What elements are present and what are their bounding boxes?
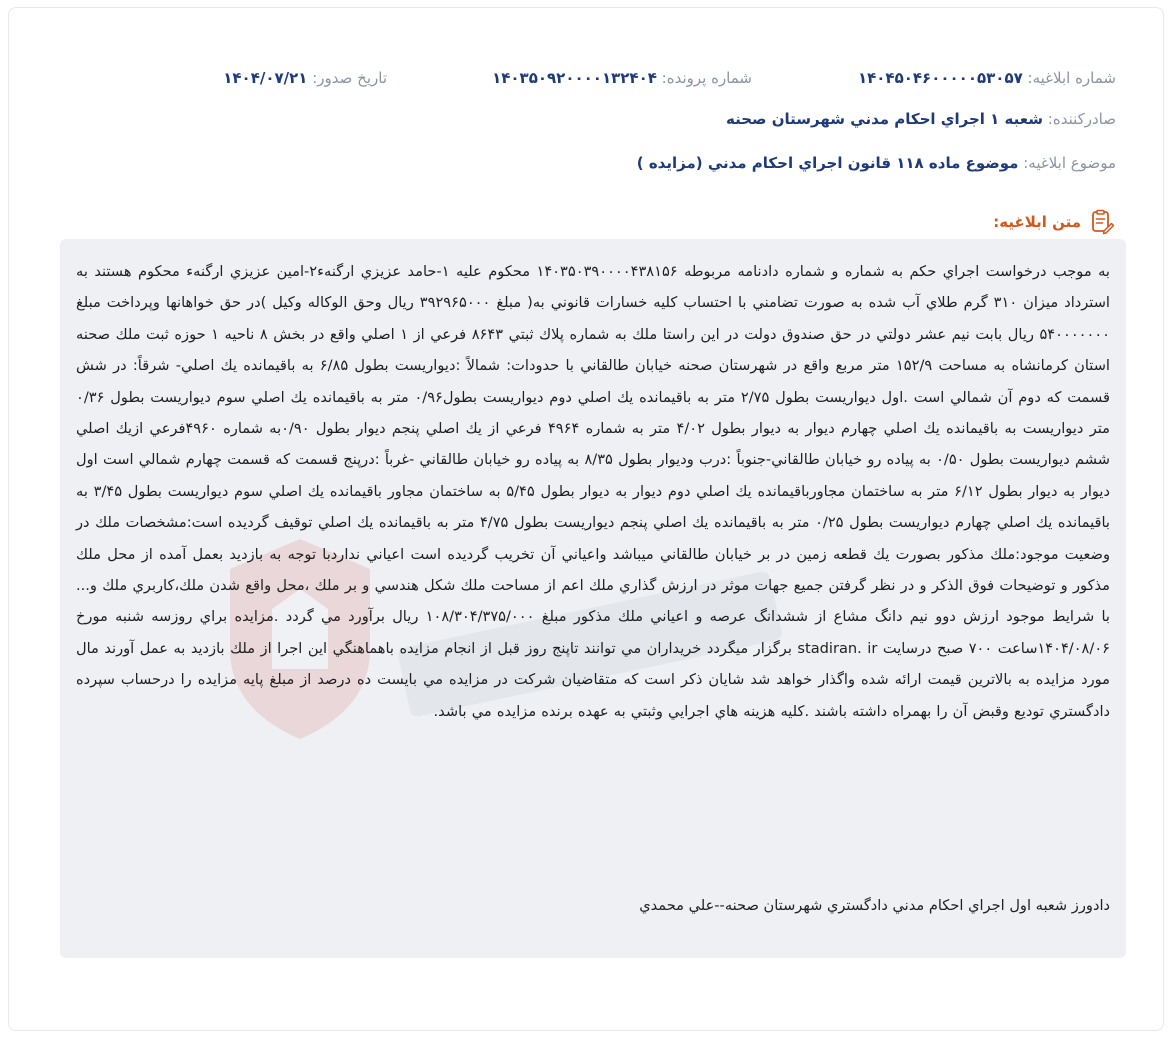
issue-date-value: ۱۴۰۴/۰۷/۲۱ — [223, 69, 308, 87]
subject-value: موضوع ماده ۱۱۸ قانون اجراي احکام مدني (مزايده ) — [636, 154, 1019, 172]
case-number-value: ۱۴۰۳۵۰۹۲۰۰۰۰۱۳۲۴۰۴ — [492, 69, 657, 87]
notice-text-box — [60, 239, 1126, 958]
signature-line: دادورز شعبه اول اجراي احكام مدني دادگستري شهرستان صحنه--علي محمدي — [639, 897, 1110, 914]
notice-text-title: متن ابلاغيه: — [993, 213, 1081, 231]
case-number-field — [492, 65, 752, 91]
issue-date-label: تاريخ صدور: — [312, 69, 387, 87]
issuer-label: صادرکننده: — [1047, 110, 1116, 128]
notice-body-text: به موجب درخواست اجراي حکم به شماره و شماره دادنامه مربوطه ۱۴۰۳۵۰۳۹۰۰۰۰۴۳۸۱۵۶ محکوم عليه ۱-حامد عزيزي ارگنهء۲-امين عزيزي ارگنهء محکوم هستند به استرداد ميزان ۳۱۰ گرم طلاي آب شده به صورت تضامني با احتساب کليه خسارات قانوني به( مبلغ ۳۹۲۹۶۵۰۰۰ ريال وحق الوکاله وکيل )در حق خواهانها وپرداخت مبلغ ۵۴۰۰۰۰۰۰۰ ريال بابت نيم عشر دولتي در حق صندوق دولت در اين راستا ملك به شماره پلاك ثبتي ۸۶۴۳ فرعي از ۱ اصلي واقع در بخش ۸ ناحيه ۱ حوزه ثبت ملك صحنه استان كرمانشاه به مساحت ۱۵۲/۹ متر مربع واقع در شهرستان صحنه خيابان طالقاني با حدودات: شمالاً :ديواريست بطول ۶/۸۵ به باقيمانده يك اصلي- شرقاً: در شش قسمت كه دوم آن شمالي است .اول ديواريست بطول ۲/۷۵ متر به باقيمانده يك اصلي دوم ديواريست بطول۰/۹۶ متر به باقيمانده يك اصلي سوم ديواريست بطول ۰/۳۶ متر ديواريست به باقيمانده يك اصلي چهارم ديوار به ديوار بطول ۴/۰۲ متر به شماره ۴۹۶۴ فرعي از يك اصلي پنجم ديوار بطول ۰/۹۰به شماره ۴۹۶۰فرعي ازيك اصلي ششم ديواريست بطول ۰/۵۰ به پياده رو خيابان طالقاني-جنوباً :درب وديوار بطول ۸/۳۵ به پياده رو خيابان طالقاني -غرباً :درپنج قسمت كه قسمت چهارم شمالي است اول ديوار به ديوار بطول ۶/۱۲ متر به ساختمان مجاورباقيمانده يك اصلي دوم ديوار به ديوار بطول ۵/۴۵ به ساختمان مجاور باقيمانده يك اصلي سوم ديواريست بطول ۳/۴۵ به باقيمانده يك اصلي چهارم ديواريست بطول ۰/۲۵ متر به باقيمانده يك اصلي پنجم ديواريست بطول ۴/۷۵ متر به باقيمانده يك اصلي توقيف گرديده است:مشخصات ملك در وضعيت موجود:ملك مذكور بصورت يك قطعه زمين در بر خيابان طالقاني ميباشد واعياني آن تخريب گرديده است اعياني نداردبا توجه به بازديد بعمل آمده از محل ملك مذكور و توضيحات فوق الذكر و در نظر گرفتن جميع جهات موثر در ارزش گذاري ملك اعم از مساحت ملك شكل هندسي و بر ملك ،محل واقع شدن ملك،كاربري ملك و... با شرايط موجود ارزش دوو نيم دانگ مشاع از ششدانگ عرصه و اعياني ملك مذكور مبلغ ۱۰۸/۳۰۴/۳۷۵/۰۰۰ ريال برآورد مي گردد .مزايده براي روزسه شنبه مورخ ۱۴۰۴/۰۸/۰۶ساعت ۷۰۰ صبح درسايت stadiran. ir برگزار ميگردد خريداران مي توانند تاپنج روز قبل از انجام مزايده باهماهنگي اين اجرا از ملك بازديد به عمل آورند مال مورد مزايده به بالاترين قيمت ارائه شده واگذار خواهد شد شايان ذكر است كه متقاضيان شركت در مزايده مي بايست ده درصد از مبلغ پايه مزايده را درحساب سپرده دادگستري توديع وقبض آن را بهمراه داشته باشند .كليه هزينه هاي اجرايي وثبتي به عهده برنده مزايده مي باشد. — [76, 263, 1111, 720]
issuer-field — [726, 106, 1116, 132]
subject-label: موضوع ابلاغيه: — [1023, 154, 1116, 172]
case-number-label: شماره پرونده: — [661, 69, 752, 87]
notice-text-header — [993, 207, 1115, 237]
notice-number-field — [858, 65, 1116, 91]
notice-number-value: ۱۴۰۴۵۰۴۶۰۰۰۰۰۵۳۰۵۷ — [857, 69, 1023, 87]
document-text-icon — [1089, 209, 1115, 235]
issue-date-field — [223, 65, 387, 91]
issuer-value: شعبه ۱ اجراي احکام مدني شهرستان صحنه — [726, 110, 1043, 128]
subject-field — [637, 150, 1116, 176]
notice-number-label: شماره ابلاغيه: — [1027, 69, 1116, 87]
